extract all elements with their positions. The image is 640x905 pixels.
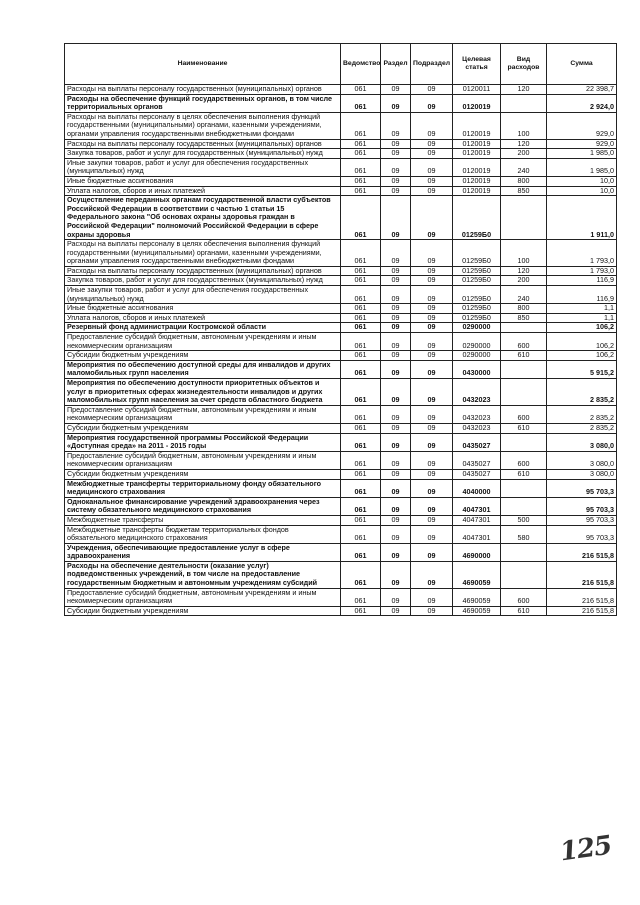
row-podrazdel: 09 xyxy=(411,240,453,267)
row-name: Расходы на выплаты персоналу государственных (муниципальных) органов xyxy=(65,266,341,276)
row-sum: 1,1 xyxy=(547,313,617,323)
row-ved: 061 xyxy=(341,606,381,616)
row-sum: 1 985,0 xyxy=(547,149,617,159)
row-ved: 061 xyxy=(341,85,381,95)
row-name: Осуществление переданных органам государственной власти субъектов Российской Федерации в соответствии с частью 1 статьи 15 Федерального закона "Об основах охраны здоровья граждан в Российской Федерации" полномочий Российской Федерации в сфере охраны здоровья xyxy=(65,196,341,240)
row-podrazdel: 09 xyxy=(411,286,453,304)
row-cs: 01259Б0 xyxy=(453,240,501,267)
table-row xyxy=(65,112,617,139)
row-sum: 3 080,0 xyxy=(547,433,617,451)
row-name: Субсидии бюджетным учреждениям xyxy=(65,351,341,361)
row-vr: 120 xyxy=(501,85,547,95)
table-row xyxy=(65,423,617,433)
row-cs: 4047301 xyxy=(453,497,501,515)
row-sum: 3 080,0 xyxy=(547,451,617,469)
row-vr: 600 xyxy=(501,405,547,423)
row-vr: 600 xyxy=(501,333,547,351)
row-ved: 061 xyxy=(341,149,381,159)
row-vr: 240 xyxy=(501,158,547,176)
row-vr: 610 xyxy=(501,423,547,433)
row-ved: 061 xyxy=(341,304,381,314)
row-vr xyxy=(501,379,547,406)
row-vr: 200 xyxy=(501,149,547,159)
row-razdel: 09 xyxy=(381,276,411,286)
row-razdel: 09 xyxy=(381,286,411,304)
row-ved: 061 xyxy=(341,469,381,479)
row-vr: 240 xyxy=(501,286,547,304)
row-razdel: 09 xyxy=(381,85,411,95)
row-name: Предоставление субсидий бюджетным, автономным учреждениям и иным некоммерческим организациям xyxy=(65,451,341,469)
row-razdel: 09 xyxy=(381,176,411,186)
row-vr xyxy=(501,323,547,333)
row-vr: 800 xyxy=(501,176,547,186)
row-podrazdel: 09 xyxy=(411,479,453,497)
header-podrazdel: Подраздел xyxy=(411,44,453,85)
row-cs: 01259Б0 xyxy=(453,276,501,286)
row-razdel: 09 xyxy=(381,240,411,267)
row-cs: 4040000 xyxy=(453,479,501,497)
row-razdel: 09 xyxy=(381,561,411,588)
header-name: Наименование xyxy=(65,44,341,85)
row-ved: 061 xyxy=(341,158,381,176)
row-ved: 061 xyxy=(341,433,381,451)
row-cs: 0290000 xyxy=(453,333,501,351)
row-ved: 061 xyxy=(341,266,381,276)
row-name: Иные бюджетные ассигнования xyxy=(65,304,341,314)
row-razdel: 09 xyxy=(381,497,411,515)
row-cs: 01259Б0 xyxy=(453,286,501,304)
row-name: Субсидии бюджетным учреждениям xyxy=(65,423,341,433)
row-cs: 0435027 xyxy=(453,469,501,479)
row-razdel: 09 xyxy=(381,94,411,112)
row-ved: 061 xyxy=(341,313,381,323)
table-row xyxy=(65,286,617,304)
row-sum: 216 515,8 xyxy=(547,543,617,561)
table-row xyxy=(65,149,617,159)
row-podrazdel: 09 xyxy=(411,360,453,378)
row-cs: 0120019 xyxy=(453,176,501,186)
row-vr: 610 xyxy=(501,469,547,479)
row-name: Расходы на выплаты персоналу государственных (муниципальных) органов xyxy=(65,85,341,95)
row-razdel: 09 xyxy=(381,196,411,240)
row-podrazdel: 09 xyxy=(411,196,453,240)
row-podrazdel: 09 xyxy=(411,433,453,451)
table-row xyxy=(65,333,617,351)
row-name: Уплата налогов, сборов и иных платежей xyxy=(65,186,341,196)
row-podrazdel: 09 xyxy=(411,525,453,543)
row-sum: 95 703,3 xyxy=(547,479,617,497)
row-name: Иные закупки товаров, работ и услуг для обеспечения государственных (муниципальных) нужд xyxy=(65,286,341,304)
row-razdel: 09 xyxy=(381,525,411,543)
table-row xyxy=(65,196,617,240)
row-sum: 2 924,0 xyxy=(547,94,617,112)
row-cs: 0120019 xyxy=(453,158,501,176)
table-row xyxy=(65,525,617,543)
row-name: Межбюджетные трансферты xyxy=(65,515,341,525)
row-podrazdel: 09 xyxy=(411,304,453,314)
row-sum: 116,9 xyxy=(547,276,617,286)
row-ved: 061 xyxy=(341,451,381,469)
row-podrazdel: 09 xyxy=(411,94,453,112)
row-sum: 5 915,2 xyxy=(547,360,617,378)
row-vr xyxy=(501,196,547,240)
budget-sheet xyxy=(64,43,616,616)
row-sum: 10,0 xyxy=(547,186,617,196)
row-razdel: 09 xyxy=(381,139,411,149)
row-name: Расходы на обеспечение деятельности (оказание услуг) подведомственных учреждений, в том числе на предоставление государственным бюджетным и автономным учреждениям субсидий xyxy=(65,561,341,588)
row-cs: 0120019 xyxy=(453,139,501,149)
table-row xyxy=(65,543,617,561)
row-podrazdel: 09 xyxy=(411,313,453,323)
table-row xyxy=(65,515,617,525)
row-vr: 850 xyxy=(501,186,547,196)
table-body xyxy=(65,85,617,616)
header-sum: Сумма xyxy=(547,44,617,85)
row-cs: 0432023 xyxy=(453,405,501,423)
row-name: Расходы на выплаты персоналу государственных (муниципальных) органов xyxy=(65,139,341,149)
row-vr: 600 xyxy=(501,451,547,469)
row-ved: 061 xyxy=(341,561,381,588)
row-sum: 95 703,3 xyxy=(547,515,617,525)
row-cs: 0430000 xyxy=(453,360,501,378)
row-cs: 0435027 xyxy=(453,451,501,469)
row-ved: 061 xyxy=(341,525,381,543)
row-podrazdel: 09 xyxy=(411,176,453,186)
row-vr xyxy=(501,479,547,497)
row-razdel: 09 xyxy=(381,379,411,406)
row-sum: 106,2 xyxy=(547,333,617,351)
header-razdel: Раздел xyxy=(381,44,411,85)
row-razdel: 09 xyxy=(381,323,411,333)
row-razdel: 09 xyxy=(381,304,411,314)
row-podrazdel: 09 xyxy=(411,323,453,333)
row-vr: 120 xyxy=(501,139,547,149)
row-razdel: 09 xyxy=(381,469,411,479)
row-podrazdel: 09 xyxy=(411,515,453,525)
row-vr: 580 xyxy=(501,525,547,543)
row-ved: 061 xyxy=(341,497,381,515)
row-cs: 0120019 xyxy=(453,112,501,139)
row-ved: 061 xyxy=(341,139,381,149)
row-cs: 01259Б0 xyxy=(453,196,501,240)
table-row xyxy=(65,85,617,95)
row-sum: 10,0 xyxy=(547,176,617,186)
row-vr xyxy=(501,497,547,515)
row-vr xyxy=(501,360,547,378)
table-row xyxy=(65,588,617,606)
row-ved: 061 xyxy=(341,479,381,497)
budget-table xyxy=(64,43,617,616)
row-cs: 01259Б0 xyxy=(453,304,501,314)
row-podrazdel: 09 xyxy=(411,139,453,149)
row-ved: 061 xyxy=(341,196,381,240)
row-vr xyxy=(501,94,547,112)
row-name: Мероприятия по обеспечению доступности приоритетных объектов и услуг в приоритетных сферах жизнедеятельности инвалидов и других маломобильных групп населения за счет средств областного бюджета xyxy=(65,379,341,406)
row-sum: 216 515,8 xyxy=(547,588,617,606)
row-razdel: 09 xyxy=(381,186,411,196)
row-podrazdel: 09 xyxy=(411,149,453,159)
row-podrazdel: 09 xyxy=(411,112,453,139)
row-razdel: 09 xyxy=(381,333,411,351)
row-vr xyxy=(501,543,547,561)
header-vr: Вид расходов xyxy=(501,44,547,85)
row-podrazdel: 09 xyxy=(411,497,453,515)
row-sum: 1 911,0 xyxy=(547,196,617,240)
row-podrazdel: 09 xyxy=(411,561,453,588)
row-ved: 061 xyxy=(341,405,381,423)
row-podrazdel: 09 xyxy=(411,351,453,361)
table-row xyxy=(65,405,617,423)
row-sum: 3 080,0 xyxy=(547,469,617,479)
row-razdel: 09 xyxy=(381,606,411,616)
row-podrazdel: 09 xyxy=(411,333,453,351)
row-cs: 4690059 xyxy=(453,606,501,616)
row-cs: 4047301 xyxy=(453,525,501,543)
row-podrazdel: 09 xyxy=(411,158,453,176)
row-razdel: 09 xyxy=(381,543,411,561)
row-vr: 610 xyxy=(501,606,547,616)
row-ved: 061 xyxy=(341,186,381,196)
row-razdel: 09 xyxy=(381,451,411,469)
table-row xyxy=(65,158,617,176)
row-podrazdel: 09 xyxy=(411,85,453,95)
table-row xyxy=(65,94,617,112)
row-sum: 106,2 xyxy=(547,323,617,333)
row-sum: 22 398,7 xyxy=(547,85,617,95)
row-ved: 061 xyxy=(341,379,381,406)
row-ved: 061 xyxy=(341,276,381,286)
row-podrazdel: 09 xyxy=(411,606,453,616)
row-cs: 01259Б0 xyxy=(453,266,501,276)
row-name: Резервный фонд администрации Костромской области xyxy=(65,323,341,333)
table-row xyxy=(65,451,617,469)
row-cs: 0432023 xyxy=(453,423,501,433)
row-ved: 061 xyxy=(341,176,381,186)
row-vr xyxy=(501,561,547,588)
handwritten-page-number: 125 xyxy=(558,830,614,868)
row-ved: 061 xyxy=(341,543,381,561)
row-cs: 4690059 xyxy=(453,561,501,588)
row-name: Расходы на выплаты персоналу в целях обеспечения выполнения функций государственными (муниципальными) органами, казенными учреждениями, органами управления государственными внебюджетными фондами xyxy=(65,240,341,267)
row-razdel: 09 xyxy=(381,313,411,323)
row-cs: 0290000 xyxy=(453,351,501,361)
table-row xyxy=(65,176,617,186)
row-vr xyxy=(501,433,547,451)
row-vr: 120 xyxy=(501,266,547,276)
row-sum: 1 793,0 xyxy=(547,240,617,267)
row-name: Предоставление субсидий бюджетным, автономным учреждениям и иным некоммерческим организациям xyxy=(65,333,341,351)
row-sum: 216 515,8 xyxy=(547,606,617,616)
row-name: Предоставление субсидий бюджетным, автономным учреждениям и иным некоммерческим организациям xyxy=(65,405,341,423)
row-podrazdel: 09 xyxy=(411,405,453,423)
row-sum: 2 835,2 xyxy=(547,379,617,406)
table-row xyxy=(65,606,617,616)
table-row xyxy=(65,379,617,406)
row-name: Учреждения, обеспечивающие предоставление услуг в сфере здравоохранения xyxy=(65,543,341,561)
row-ved: 061 xyxy=(341,240,381,267)
row-name: Межбюджетные трансферты территориальному фонду обязательного медицинского страхования xyxy=(65,479,341,497)
row-name: Закупка товаров, работ и услуг для государственных (муниципальных) нужд xyxy=(65,149,341,159)
row-name: Расходы на выплаты персоналу в целях обеспечения выполнения функций государственными (муниципальными) органами, казенными учреждениями, органами управления государственными внебюджетными фондами xyxy=(65,112,341,139)
row-cs: 0435027 xyxy=(453,433,501,451)
table-row xyxy=(65,360,617,378)
row-podrazdel: 09 xyxy=(411,451,453,469)
row-name: Расходы на обеспечение функций государственных органов, в том числе территориальных органов xyxy=(65,94,341,112)
row-razdel: 09 xyxy=(381,433,411,451)
row-name: Мероприятия по обеспечению доступной среды для инвалидов и других маломобильных групп населения xyxy=(65,360,341,378)
row-sum: 929,0 xyxy=(547,139,617,149)
row-ved: 061 xyxy=(341,94,381,112)
row-sum: 929,0 xyxy=(547,112,617,139)
row-cs: 0120019 xyxy=(453,186,501,196)
row-ved: 061 xyxy=(341,286,381,304)
row-vr: 800 xyxy=(501,304,547,314)
row-name: Субсидии бюджетным учреждениям xyxy=(65,606,341,616)
table-row xyxy=(65,497,617,515)
row-sum: 1 985,0 xyxy=(547,158,617,176)
row-cs: 0120019 xyxy=(453,149,501,159)
row-razdel: 09 xyxy=(381,515,411,525)
row-sum: 2 835,2 xyxy=(547,423,617,433)
row-vr: 600 xyxy=(501,588,547,606)
row-podrazdel: 09 xyxy=(411,588,453,606)
row-podrazdel: 09 xyxy=(411,276,453,286)
row-ved: 061 xyxy=(341,351,381,361)
row-name: Одноканальное финансирование учреждений здравоохранения через систему обязательного медицинского страхования xyxy=(65,497,341,515)
row-vr: 100 xyxy=(501,112,547,139)
row-razdel: 09 xyxy=(381,479,411,497)
row-razdel: 09 xyxy=(381,351,411,361)
row-name: Мероприятия государственной программы Российской Федерации «Доступная среда» на 2011 - 2015 годы xyxy=(65,433,341,451)
row-vr: 610 xyxy=(501,351,547,361)
header-ved: Ведомство xyxy=(341,44,381,85)
row-cs: 4690000 xyxy=(453,543,501,561)
table-row xyxy=(65,433,617,451)
row-podrazdel: 09 xyxy=(411,543,453,561)
row-podrazdel: 09 xyxy=(411,266,453,276)
row-ved: 061 xyxy=(341,588,381,606)
row-sum: 95 703,3 xyxy=(547,525,617,543)
table-row xyxy=(65,351,617,361)
table-row xyxy=(65,479,617,497)
row-razdel: 09 xyxy=(381,266,411,276)
row-sum: 216 515,8 xyxy=(547,561,617,588)
table-header-row xyxy=(65,44,617,85)
row-name: Иные бюджетные ассигнования xyxy=(65,176,341,186)
row-ved: 061 xyxy=(341,360,381,378)
row-razdel: 09 xyxy=(381,588,411,606)
row-vr: 850 xyxy=(501,313,547,323)
table-row xyxy=(65,561,617,588)
row-sum: 116,9 xyxy=(547,286,617,304)
row-ved: 061 xyxy=(341,323,381,333)
row-cs: 0120011 xyxy=(453,85,501,95)
row-ved: 061 xyxy=(341,423,381,433)
row-cs: 4047301 xyxy=(453,515,501,525)
row-name: Закупка товаров, работ и услуг для государственных (муниципальных) нужд xyxy=(65,276,341,286)
row-sum: 2 835,2 xyxy=(547,405,617,423)
row-vr: 200 xyxy=(501,276,547,286)
row-sum: 106,2 xyxy=(547,351,617,361)
row-podrazdel: 09 xyxy=(411,379,453,406)
row-podrazdel: 09 xyxy=(411,186,453,196)
row-razdel: 09 xyxy=(381,405,411,423)
row-razdel: 09 xyxy=(381,158,411,176)
row-ved: 061 xyxy=(341,333,381,351)
row-cs: 0290000 xyxy=(453,323,501,333)
row-podrazdel: 09 xyxy=(411,469,453,479)
row-cs: 4690059 xyxy=(453,588,501,606)
row-name: Межбюджетные трансферты бюджетам территориальных фондов обязательного медицинского страхования xyxy=(65,525,341,543)
table-row xyxy=(65,240,617,267)
header-cs: Целевая статья xyxy=(453,44,501,85)
row-name: Иные закупки товаров, работ и услуг для обеспечения государственных (муниципальных) нужд xyxy=(65,158,341,176)
row-name: Предоставление субсидий бюджетным, автономным учреждениям и иным некоммерческим организациям xyxy=(65,588,341,606)
row-cs: 01259Б0 xyxy=(453,313,501,323)
row-sum: 1,1 xyxy=(547,304,617,314)
row-cs: 0432023 xyxy=(453,379,501,406)
row-sum: 95 703,3 xyxy=(547,497,617,515)
row-name: Субсидии бюджетным учреждениям xyxy=(65,469,341,479)
row-razdel: 09 xyxy=(381,149,411,159)
row-sum: 1 793,0 xyxy=(547,266,617,276)
row-ved: 061 xyxy=(341,515,381,525)
table-row xyxy=(65,469,617,479)
table-row xyxy=(65,304,617,314)
row-ved: 061 xyxy=(341,112,381,139)
row-vr: 100 xyxy=(501,240,547,267)
row-razdel: 09 xyxy=(381,423,411,433)
row-razdel: 09 xyxy=(381,112,411,139)
row-razdel: 09 xyxy=(381,360,411,378)
row-cs: 0120019 xyxy=(453,94,501,112)
row-vr: 500 xyxy=(501,515,547,525)
row-podrazdel: 09 xyxy=(411,423,453,433)
row-name: Уплата налогов, сборов и иных платежей xyxy=(65,313,341,323)
